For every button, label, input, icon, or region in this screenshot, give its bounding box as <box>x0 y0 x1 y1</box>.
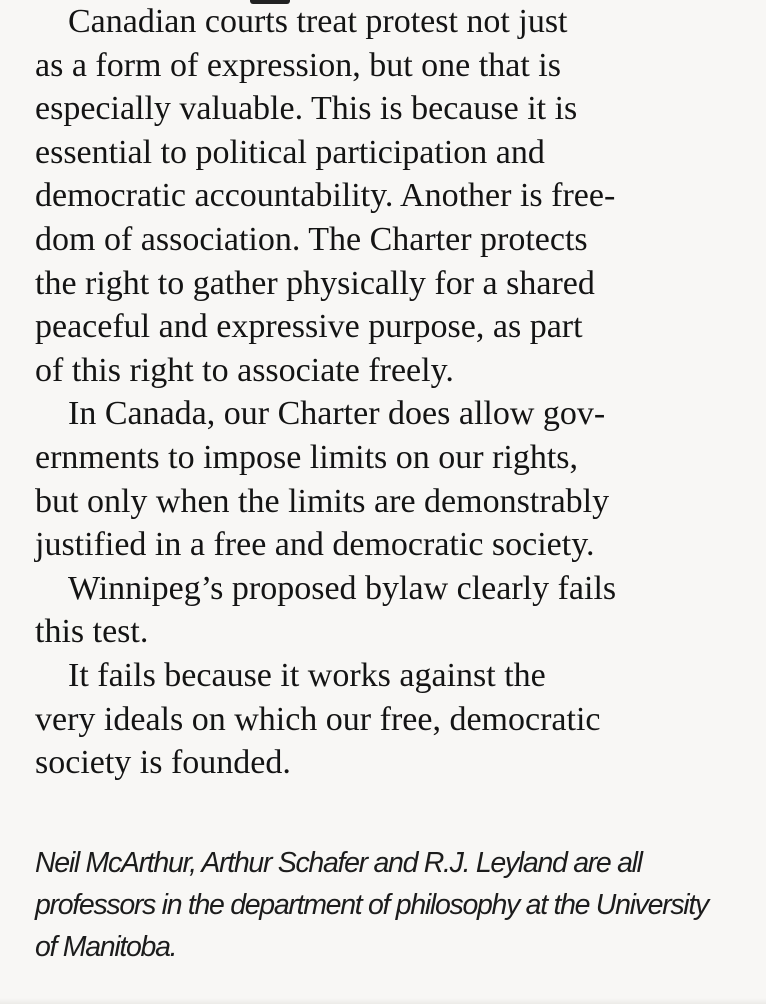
paragraph-2-line-1: In Canada, our Charter does allow gov- <box>68 395 606 433</box>
paragraph-1-line-8: peaceful and expressive purpose, as part <box>35 308 583 346</box>
paragraph-3-line-2: this test. <box>35 613 149 651</box>
byline-line-3: of Manitoba. <box>35 931 177 963</box>
paragraph-1-line-2: as a form of expression, but one that is <box>35 46 561 84</box>
paragraph-1-line-6: dom of association. The Charter protects <box>35 220 588 258</box>
paragraph-2-line-2: ernments to impose limits on our rights, <box>35 438 579 476</box>
page-bottom-edge <box>0 998 766 1004</box>
paragraph-2-line-4: justified in a free and democratic society. <box>35 526 595 564</box>
paragraph-1-line-4: essential to political participation and <box>35 133 545 171</box>
author-byline <box>35 842 745 968</box>
paragraph-2-line-3: but only when the limits are demonstrably <box>35 482 610 520</box>
paragraph-1-line-7: the right to gather physically for a shared <box>35 264 595 302</box>
paragraph-4-line-1: It fails because it works against the <box>68 656 546 694</box>
paragraph-1-line-5: democratic accountability. Another is free- <box>35 177 616 215</box>
paragraph-3-line-1: Winnipeg’s proposed bylaw clearly fails <box>68 569 617 607</box>
paragraph-1-line-9: of this right to associate freely. <box>35 351 454 389</box>
paragraph-4-line-3: society is founded. <box>35 744 291 782</box>
paragraph-1-line-1: Canadian courts treat protest not just <box>68 3 568 40</box>
byline-line-1: Neil McArthur, Arthur Schafer and R.J. Leyland are all <box>35 847 642 879</box>
paragraph-4-line-2: very ideals on which our free, democratic <box>35 700 601 738</box>
article-body <box>35 0 735 785</box>
byline-line-2: professors in the department of philosophy at the University <box>35 889 708 921</box>
paragraph-1-line-3: especially valuable. This is because it is <box>35 90 578 128</box>
